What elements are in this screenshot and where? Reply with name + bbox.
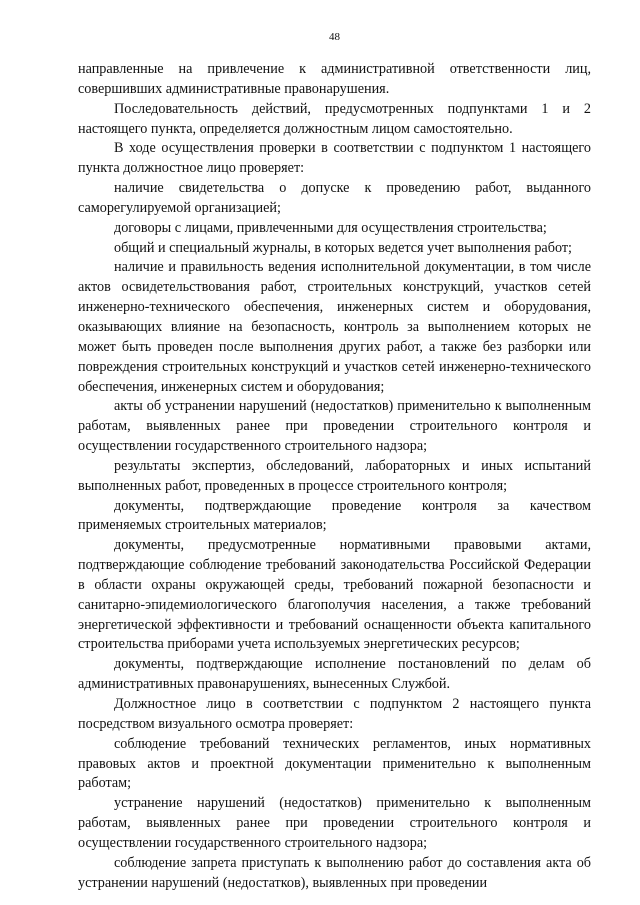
paragraph: общий и специальный журналы, в которых ведется учет выполнения работ; xyxy=(114,239,572,256)
body-text xyxy=(78,60,591,893)
paragraph: наличие свидетельства о допуске к проведению работ, выданного саморегулируемой организацией; xyxy=(78,180,591,216)
paragraph: документы, предусмотренные нормативными правовыми актами, подтверждающие соблюдение требований законодательства Российской Федерации в области охраны окружающей среды, требований пожарной безопасности и санитарно-эпидемиологического благополучия населения, а также требований энергетической эффективности и требований оснащенности объекта капитального строительства приборами учета используемых энергетических ресурсов; xyxy=(78,537,591,653)
paragraph: Должностное лицо в соответствии с подпунктом 2 настоящего пункта посредством визуального осмотра проверяет: xyxy=(78,696,591,732)
paragraph: результаты экспертиз, обследований, лабораторных и иных испытаний выполненных работ, проведенных в процессе строительного контроля; xyxy=(78,457,591,494)
paragraph: соблюдение запрета приступать к выполнению работ до составления акта об устранении нарушений (недостатков), выявленных при проведении xyxy=(78,854,591,891)
paragraph: направленные на привлечение к административной ответственности лиц, совершивших административные правонарушения. xyxy=(78,61,591,97)
paragraph: Последовательность действий, предусмотренных подпунктами 1 и 2 настоящего пункта, определяется должностным лицом самостоятельно. xyxy=(78,100,591,137)
paragraph: В ходе осуществления проверки в соответствии с подпунктом 1 настоящего пункта должностное лицо проверяет: xyxy=(78,140,591,177)
paragraph: договоры с лицами, привлеченными для осуществления строительства; xyxy=(114,219,547,236)
paragraph: наличие и правильность ведения исполнительной документации, в том числе актов освидетельствования работ, строительных конструкций, участков сетей инженерно-технического обеспечения, инженерных систем и оборудования, оказывающих влияние на безопасность, контроль за выполнением которых не может быть проведен после выполнения других работ, а также без разборки или повреждения строительных конструкций и участков сетей инженерно-технического обеспечения, инженерных систем и оборудования; xyxy=(78,259,591,395)
paragraph: документы, подтверждающие исполнение постановлений по делам об административных правонарушениях, вынесенных Службой. xyxy=(78,656,591,693)
page-number: 48 xyxy=(329,31,340,43)
paragraph: акты об устранении нарушений (недостатков) применительно к выполненным работам, выявленных ранее при проведении строительного контроля и осуществлении государственного строительного надзора; xyxy=(78,398,591,455)
paragraph: соблюдение требований технических регламентов, иных нормативных правовых актов и проектной документации применительно к выполненным работам; xyxy=(78,735,591,792)
paragraph: устранение нарушений (недостатков) применительно к выполненным работам, выявленных ранее при проведении строительного контроля и осуществлении государственного строительного надзора; xyxy=(78,795,591,851)
paragraph: документы, подтверждающие проведение контроля за качеством применяемых строительных материалов; xyxy=(78,497,591,534)
